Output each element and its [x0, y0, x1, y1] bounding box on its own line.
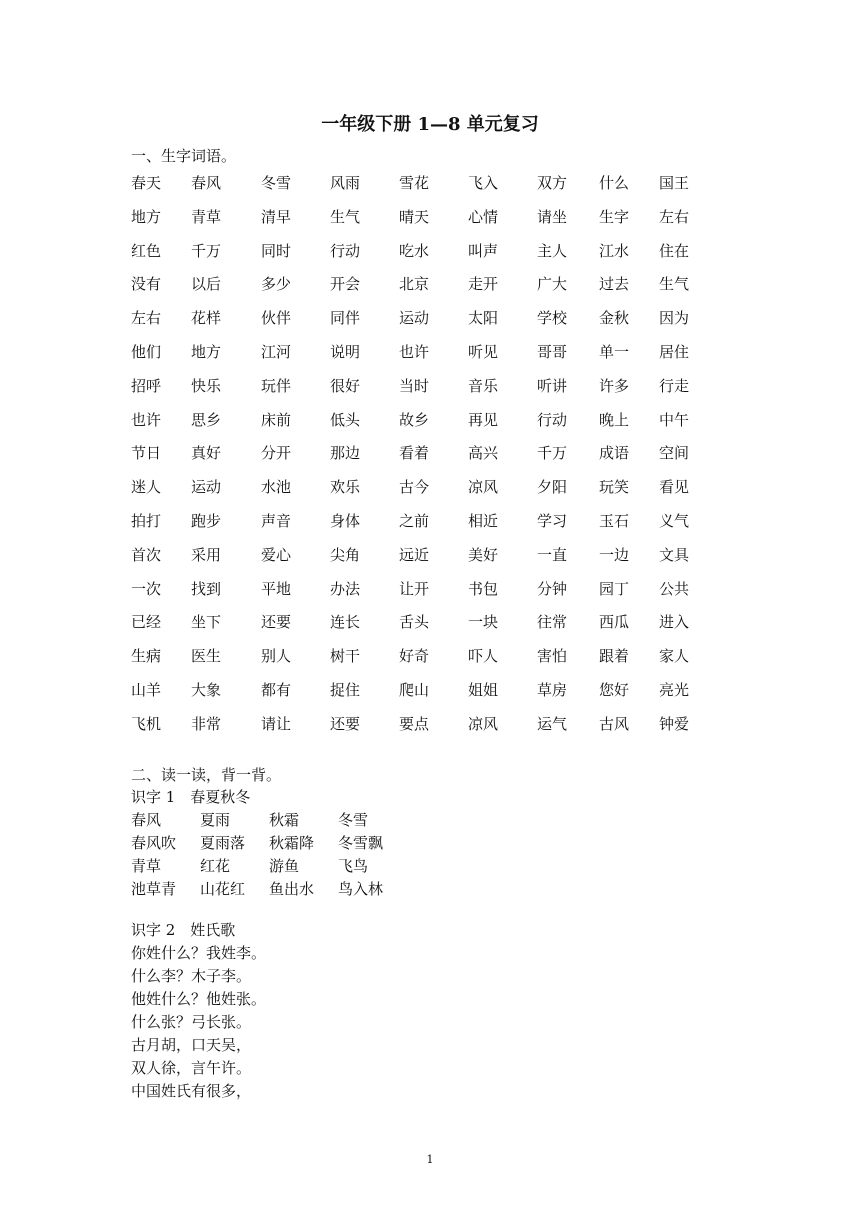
vocab-word: 飞机 [131, 714, 162, 733]
vocab-word: 都有 [261, 680, 292, 699]
vocab-word: 伙伴 [261, 309, 292, 328]
vocab-word: 树干 [330, 647, 361, 666]
vocab-word: 跟着 [599, 647, 630, 666]
lesson-2-title: 识字 2 姓氏歌 [131, 921, 236, 939]
vocab-word: 一边 [599, 545, 630, 564]
vocab-word: 医生 [191, 647, 222, 666]
vocab-word: 身体 [330, 511, 361, 530]
vocab-word: 生气 [330, 207, 361, 226]
vocab-word: 办法 [330, 579, 361, 598]
vocab-word: 夕阳 [537, 478, 568, 497]
vocab-word: 单一 [599, 342, 630, 361]
vocab-word: 您好 [599, 680, 630, 699]
vocab-word: 中午 [659, 410, 690, 429]
vocab-word: 别人 [261, 647, 292, 666]
vocab-word: 古风 [599, 714, 630, 733]
vocab-word: 那边 [330, 444, 361, 463]
section-heading-vocabulary: 一、生字词语。 [131, 147, 237, 165]
vocab-word: 他们 [131, 342, 162, 361]
page-title: 一年级下册 1—8 单元复习 [321, 114, 539, 135]
vocab-word: 已经 [131, 613, 162, 632]
vocab-word: 北京 [399, 275, 430, 294]
vocab-word: 地方 [191, 342, 222, 361]
vocab-word: 多少 [261, 275, 292, 294]
vocab-word: 园丁 [599, 579, 630, 598]
vocab-word: 行走 [659, 376, 690, 395]
vocab-word: 还要 [261, 613, 292, 632]
vocab-word: 好奇 [399, 647, 430, 666]
vocab-word: 也许 [399, 342, 430, 361]
vocab-word: 心情 [468, 207, 499, 226]
poem-line: 中国姓氏有很多， [131, 1082, 252, 1100]
vocab-word: 金秋 [599, 309, 630, 328]
vocab-word: 以后 [191, 275, 222, 294]
poem-line: 你姓什么？我姓李。 [131, 944, 267, 962]
vocab-word: 分钟 [537, 579, 568, 598]
poem-row [131, 878, 384, 901]
vocab-word: 害怕 [537, 647, 568, 666]
vocab-word: 迷人 [131, 478, 162, 497]
page-number: 1 [426, 1153, 434, 1166]
vocab-word: 家人 [659, 647, 690, 666]
poem-phrase: 冬雪飘 [338, 834, 384, 852]
poem-phrase: 鱼出水 [269, 880, 315, 898]
vocab-word: 听讲 [537, 376, 568, 395]
poem-row [131, 809, 369, 832]
vocab-word: 招呼 [131, 376, 162, 395]
vocab-word: 雪花 [399, 174, 430, 192]
vocab-word: 风雨 [330, 174, 361, 192]
vocab-word: 江河 [261, 342, 292, 361]
vocab-word: 坐下 [191, 613, 222, 632]
vocab-word: 思乡 [191, 410, 222, 429]
vocab-word: 一次 [131, 579, 162, 598]
vocab-word: 水池 [261, 478, 292, 497]
vocab-word: 义气 [659, 511, 690, 530]
poem-phrase: 夏雨落 [200, 834, 246, 852]
vocab-word: 住在 [659, 241, 690, 260]
vocab-word: 主人 [537, 241, 568, 260]
vocab-word: 运动 [399, 309, 430, 328]
vocab-word: 运气 [537, 714, 568, 733]
vocab-word: 爱心 [261, 545, 292, 564]
vocab-word: 往常 [537, 613, 568, 632]
vocab-word: 远近 [399, 545, 430, 564]
vocab-word: 美好 [468, 545, 499, 564]
vocab-word: 首次 [131, 545, 162, 564]
vocab-word: 低头 [330, 410, 361, 429]
vocab-word: 古今 [399, 478, 430, 497]
vocab-word: 叫声 [468, 241, 499, 260]
vocab-word: 舌头 [399, 613, 430, 632]
vocab-word: 飞入 [468, 174, 499, 192]
vocab-word: 生气 [659, 275, 690, 294]
vocab-word: 生字 [599, 207, 630, 226]
poem-phrase: 秋霜降 [269, 834, 315, 852]
poem-phrase: 春风 [131, 811, 162, 829]
poem-line: 双人徐，言午许。 [131, 1059, 252, 1077]
poem-phrase: 夏雨 [200, 811, 231, 829]
vocab-word: 请坐 [537, 207, 568, 226]
vocab-word: 山羊 [131, 680, 162, 699]
vocab-word: 左右 [659, 207, 690, 226]
vocab-word: 春天 [131, 174, 162, 192]
vocab-word: 红色 [131, 241, 162, 260]
poem-line: 什么张？弓长张。 [131, 1013, 252, 1031]
vocab-word: 看见 [659, 478, 690, 497]
vocab-word: 也许 [131, 410, 162, 429]
vocab-word: 西瓜 [599, 613, 630, 632]
vocab-word: 听见 [468, 342, 499, 361]
poem-row [131, 832, 384, 855]
vocab-word: 大象 [191, 680, 222, 699]
vocab-word: 凉风 [468, 714, 499, 733]
vocab-word: 故乡 [399, 410, 430, 429]
vocab-word: 再见 [468, 410, 499, 429]
vocab-word: 看着 [399, 444, 430, 463]
vocab-word: 广大 [537, 275, 568, 294]
vocab-word: 文具 [659, 545, 690, 564]
vocab-word: 同时 [261, 241, 292, 260]
vocab-word: 许多 [599, 376, 630, 395]
vocab-word: 尖角 [330, 545, 361, 564]
vocab-word: 太阳 [468, 309, 499, 328]
vocab-word: 千万 [191, 241, 222, 260]
vocab-word: 空间 [659, 444, 690, 463]
vocab-word: 学习 [537, 511, 568, 530]
vocab-word: 成语 [599, 444, 630, 463]
vocab-word: 玉石 [599, 511, 630, 530]
vocab-word: 进入 [659, 613, 690, 632]
vocab-word: 哥哥 [537, 342, 568, 361]
vocab-word: 钟爱 [659, 714, 690, 733]
vocab-word: 节日 [131, 444, 162, 463]
vocab-word: 过去 [599, 275, 630, 294]
vocab-word: 凉风 [468, 478, 499, 497]
poem-phrase: 秋霜 [269, 811, 300, 829]
vocab-word: 采用 [191, 545, 222, 564]
vocab-word: 冬雪 [261, 174, 292, 192]
vocab-word: 找到 [191, 579, 222, 598]
vocab-word: 晚上 [599, 410, 630, 429]
vocab-word: 平地 [261, 579, 292, 598]
vocab-word: 什么 [599, 174, 630, 192]
vocab-word: 让开 [399, 579, 430, 598]
vocab-word: 音乐 [468, 376, 499, 395]
vocab-word: 欢乐 [330, 478, 361, 497]
vocab-word: 姐姐 [468, 680, 499, 699]
vocab-word: 书包 [468, 579, 499, 598]
vocab-word: 高兴 [468, 444, 499, 463]
vocab-word: 草房 [537, 680, 568, 699]
vocab-word: 公共 [659, 579, 690, 598]
vocab-word: 因为 [659, 309, 690, 328]
vocab-word: 地方 [131, 207, 162, 226]
vocab-word: 说明 [330, 342, 361, 361]
vocab-word: 行动 [330, 241, 361, 260]
vocab-word: 玩笑 [599, 478, 630, 497]
vocab-word: 捉住 [330, 680, 361, 699]
vocab-word: 相近 [468, 511, 499, 530]
vocab-word: 吓人 [468, 647, 499, 666]
vocab-word: 拍打 [131, 511, 162, 530]
poem-phrase: 春风吹 [131, 834, 177, 852]
vocab-word: 左右 [131, 309, 162, 328]
vocab-word: 跑步 [191, 511, 222, 530]
poem-row [131, 855, 369, 878]
vocab-word: 床前 [261, 410, 292, 429]
vocab-word: 青草 [191, 207, 222, 226]
vocab-word: 请让 [261, 714, 292, 733]
poem-line: 他姓什么？他姓张。 [131, 990, 267, 1008]
vocab-word: 一块 [468, 613, 499, 632]
vocab-word: 还要 [330, 714, 361, 733]
poem-line: 古月胡，口天吴， [131, 1036, 252, 1054]
lesson-2 [131, 919, 266, 1103]
vocab-word: 千万 [537, 444, 568, 463]
vocab-word: 连长 [330, 613, 361, 632]
vocab-word: 快乐 [191, 376, 222, 395]
vocab-word: 亮光 [659, 680, 690, 699]
vocab-word: 学校 [537, 309, 568, 328]
lesson-1 [131, 786, 384, 901]
poem-phrase: 山花红 [200, 880, 246, 898]
vocab-word: 吃水 [399, 241, 430, 260]
vocab-word: 真好 [191, 444, 222, 463]
poem-phrase: 鸟入林 [338, 880, 384, 898]
vocab-word: 走开 [468, 275, 499, 294]
vocab-word: 双方 [537, 174, 568, 192]
vocab-word: 居住 [659, 342, 690, 361]
vocab-word: 当时 [399, 376, 430, 395]
vocab-word: 花样 [191, 309, 222, 328]
poem-phrase: 游鱼 [269, 857, 300, 875]
poem-phrase: 冬雪 [338, 811, 369, 829]
poem-phrase: 飞鸟 [338, 857, 369, 875]
vocab-word: 分开 [261, 444, 292, 463]
vocab-word: 国王 [659, 174, 690, 192]
vocab-word: 没有 [131, 275, 162, 294]
poem-line: 什么李？木子李。 [131, 967, 252, 985]
vocab-word: 运动 [191, 478, 222, 497]
vocab-word: 非常 [191, 714, 222, 733]
vocab-word: 行动 [537, 410, 568, 429]
poem-phrase: 红花 [200, 857, 231, 875]
vocab-word: 一直 [537, 545, 568, 564]
vocab-word: 之前 [399, 511, 430, 530]
section-heading-recitation: 二、读一读，背一背。 [131, 766, 282, 784]
vocab-word: 爬山 [399, 680, 430, 699]
poem-phrase: 池草青 [131, 880, 177, 898]
vocab-word: 很好 [330, 376, 361, 395]
vocab-word: 同伴 [330, 309, 361, 328]
vocab-word: 生病 [131, 647, 162, 666]
vocab-word: 要点 [399, 714, 430, 733]
lesson-1-title: 识字 1 春夏秋冬 [131, 788, 251, 806]
vocab-word: 江水 [599, 241, 630, 260]
vocab-word: 春风 [191, 174, 222, 192]
poem-phrase: 青草 [131, 857, 162, 875]
vocab-word: 声音 [261, 511, 292, 530]
vocab-word: 晴天 [399, 207, 430, 226]
vocab-word: 玩伴 [261, 376, 292, 395]
vocab-word: 开会 [330, 275, 361, 294]
vocab-word: 清早 [261, 207, 292, 226]
